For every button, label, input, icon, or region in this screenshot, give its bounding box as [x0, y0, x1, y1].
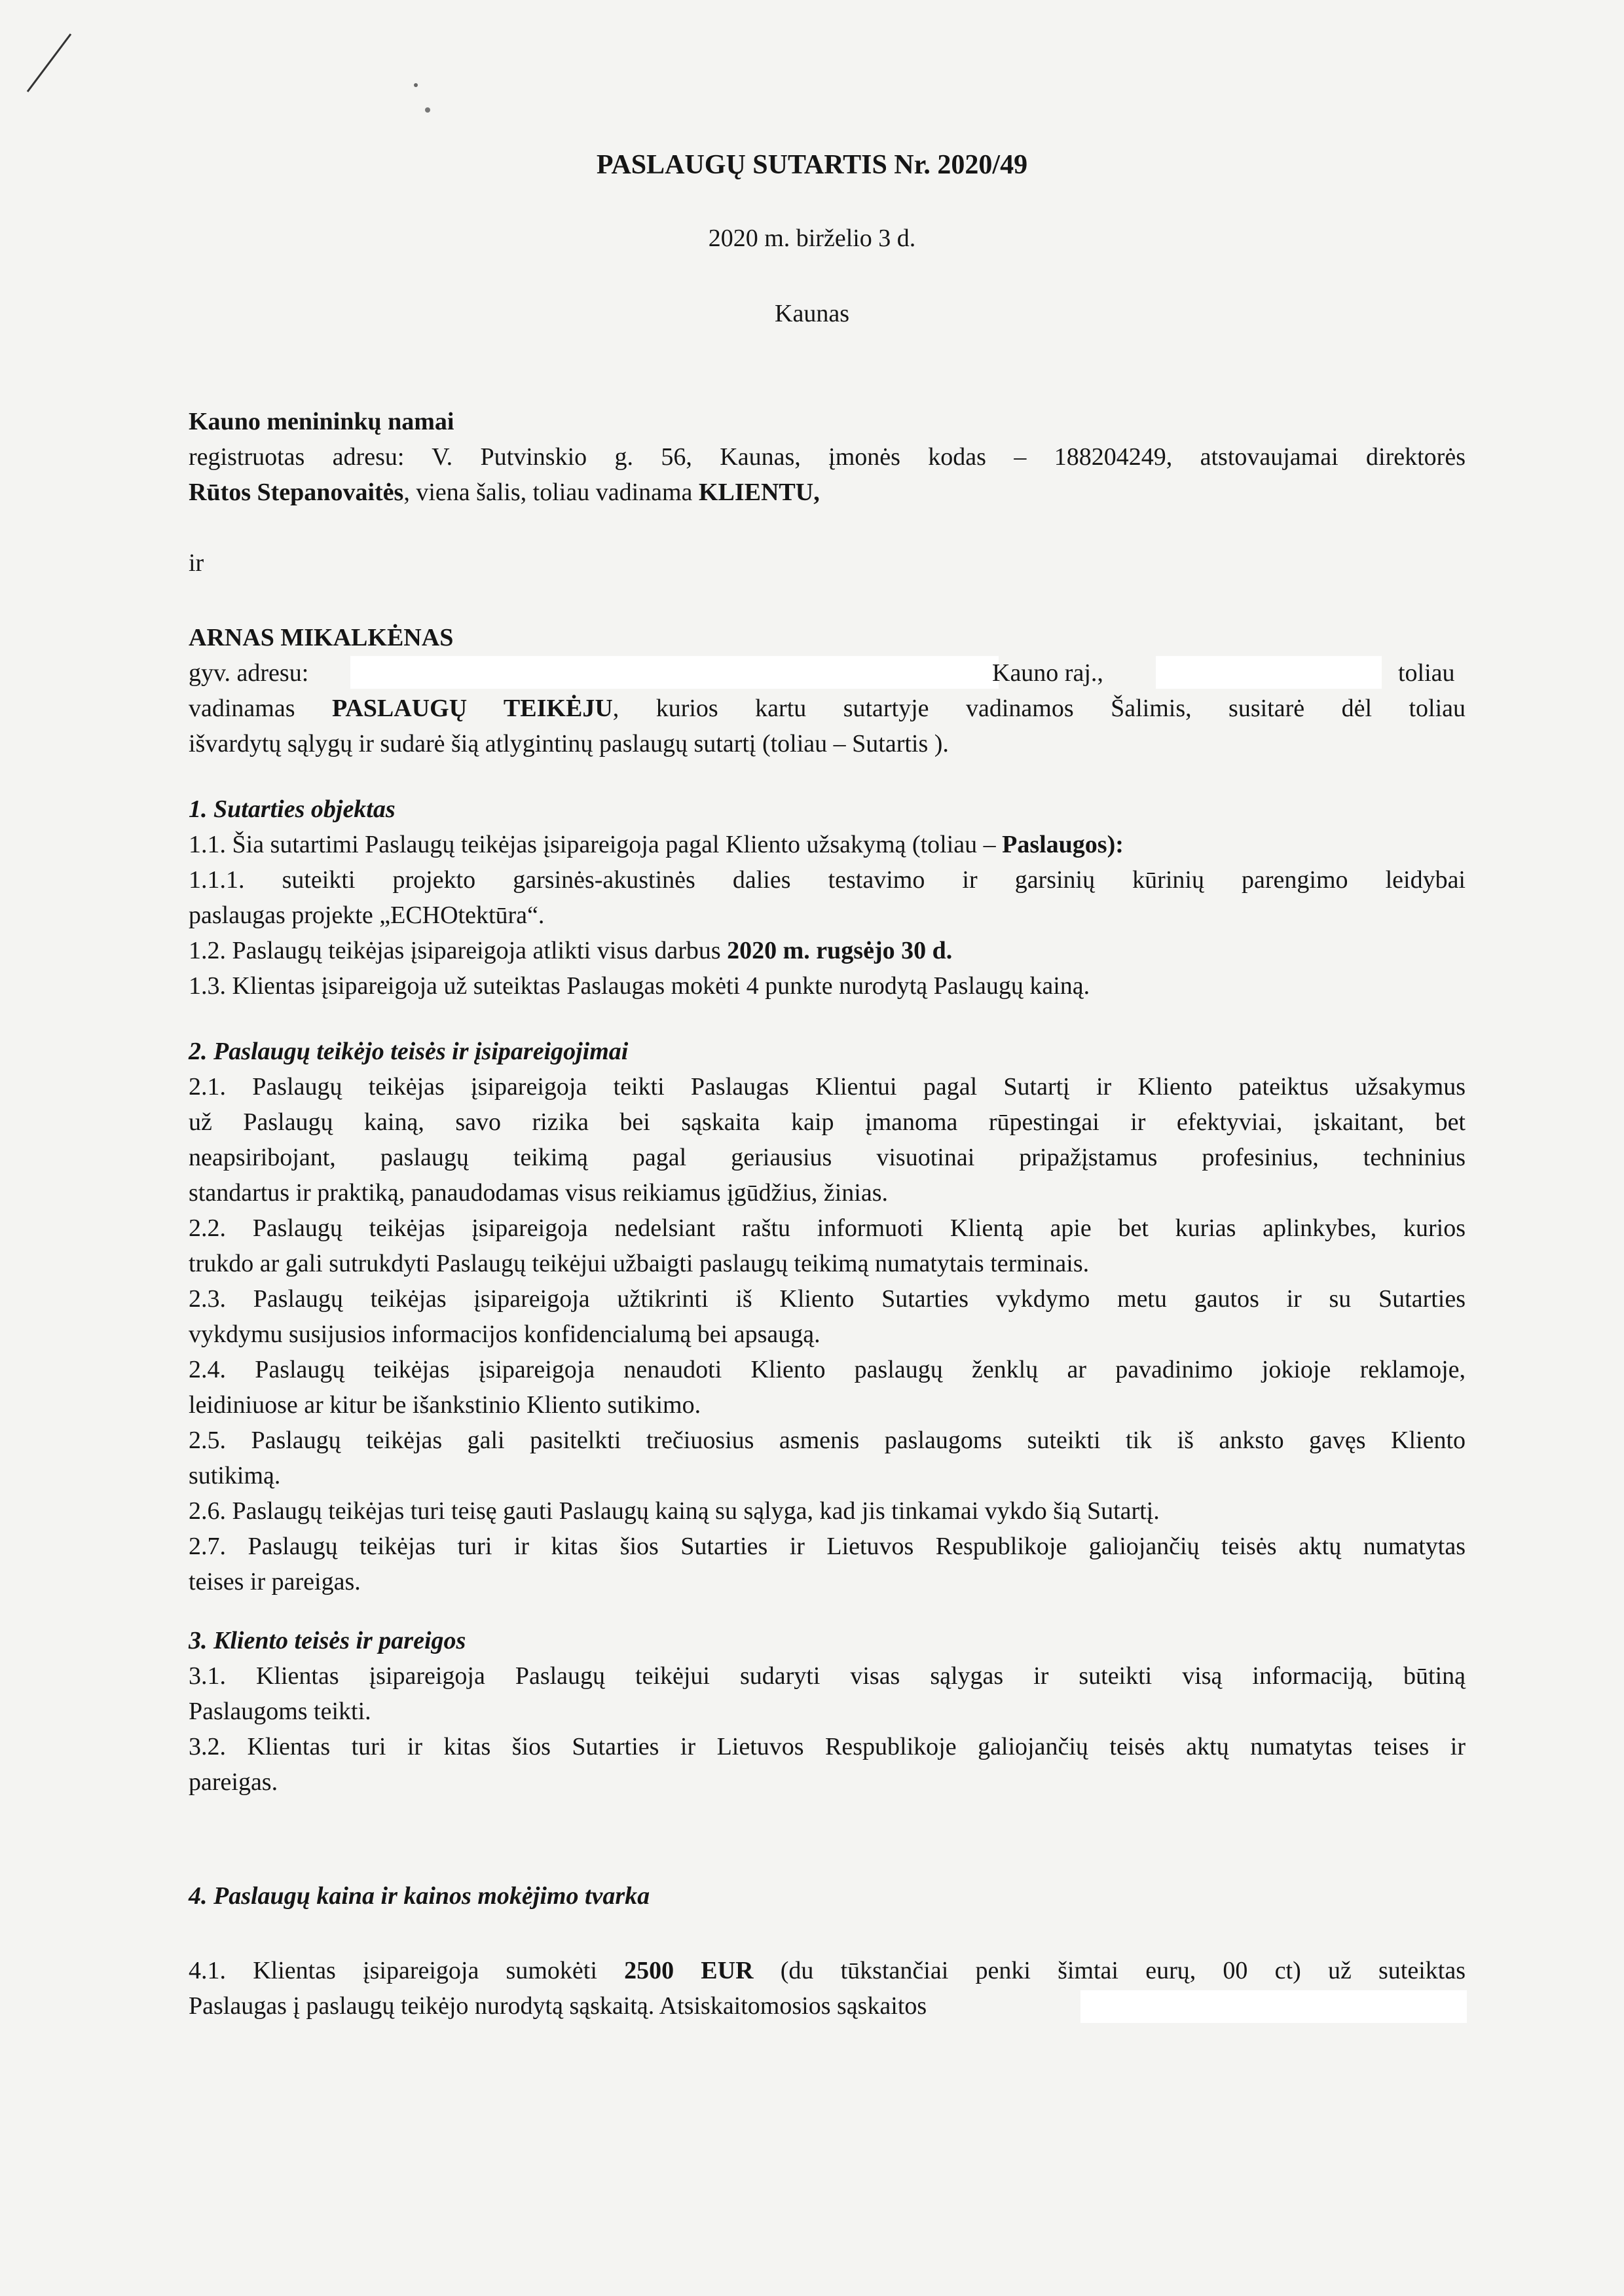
- client-name: Kauno menininkų namai: [189, 408, 454, 435]
- provider-agreement-line: išvardytų sąlygų ir sudarė šią atlygintinų paslaugų sutartį (toliau – Sutartis ).: [189, 730, 949, 757]
- clause-line: 2.6. Paslaugų teikėjas turi teisę gauti Paslaugų kainą su sąlyga, kad jis tinkamai vykdo šią Sutartį.: [189, 1497, 1160, 1525]
- clause-1-1-1: 1.1.1. suteikti projekto garsinės-akustinės dalies testavimo ir garsinių kūrinių parengimo leidybai: [189, 866, 1466, 894]
- client-party-text: , viena šalis, toliau vadinama: [403, 479, 699, 506]
- client-role: KLIENTU,: [698, 479, 820, 506]
- clause-1-2-text: 1.2. Paslaugų teikėjas įsipareigoja atlikti visus darbus: [189, 937, 728, 964]
- redaction-box: [1080, 1990, 1467, 2023]
- provider-role: PASLAUGŲ TEIKĖJU: [331, 695, 613, 722]
- clause-1-1-1-cont: paslaugas projekte „ECHOtektūra“.: [189, 902, 545, 929]
- section-3-heading: 3. Kliento teisės ir pareigos: [189, 1627, 466, 1654]
- redaction-box: [350, 656, 999, 689]
- section-4-heading: 4. Paslaugų kaina ir kainos mokėjimo tvarka: [189, 1882, 650, 1910]
- provider-name: ARNAS MIKALKĖNAS: [189, 624, 454, 651]
- clause-line: sutikimą.: [189, 1462, 281, 1489]
- redaction-box: [1156, 656, 1382, 689]
- clause-line: leidiniuose ar kitur be išankstinio Kliento sutikimo.: [189, 1391, 701, 1419]
- clause-line: neapsiribojant, paslaugų teikimą pagal geriausius visuotinai pripažįstamus profesinius, techninius: [189, 1144, 1466, 1171]
- clause-line: už Paslaugų kainą, savo rizika bei sąskaita kaip įmanoma rūpestingai ir efektyviai, įskaitant, bet: [189, 1108, 1466, 1136]
- document-date: 2020 m. birželio 3 d.: [708, 225, 916, 252]
- provider-address-city: Kauno raj.,: [992, 659, 1103, 687]
- pen-stroke-mark: [20, 26, 79, 98]
- section-2-heading: 2. Paslaugų teikėjo teisės ir įsipareigojimai: [189, 1038, 629, 1065]
- clause-line: standartus ir praktiką, panaudodamas visus reikiamus įgūdžius, žinias.: [189, 1179, 888, 1207]
- clause-line: 2.4. Paslaugų teikėjas įsipareigoja nenaudoti Kliento paslaugų ženklų ar pavadinimo jokioje reklamoje,: [189, 1356, 1466, 1383]
- clause-line: vykdymu susijusios informacijos konfidencialumą bei apsaugą.: [189, 1321, 821, 1348]
- clause-line: 3.1. Klientas įsipareigoja Paslaugų teikėjui sudaryti visas sąlygas ir suteikti visą informaciją, būtiną: [189, 1662, 1466, 1690]
- document-title: PASLAUGŲ SUTARTIS Nr. 2020/49: [596, 150, 1028, 180]
- document-city: Kaunas: [775, 300, 849, 327]
- provider-address-tail: toliau: [1398, 659, 1455, 687]
- client-representative-line: [189, 477, 820, 508]
- clause-4-1-text: 4.1. Klientas įsipareigoja sumokėti: [189, 1957, 625, 1984]
- clause-line: 2.2. Paslaugų teikėjas įsipareigoja nedelsiant raštu informuoti Klientą apie bet kurias aplinkybes, kurios: [189, 1214, 1466, 1242]
- clause-line: teises ir pareigas.: [189, 1568, 361, 1595]
- clause-line: 2.5. Paslaugų teikėjas gali pasitelkti trečiuosius asmenis paslaugoms suteikti tik iš anksto gavęs Kliento: [189, 1427, 1466, 1454]
- provider-parties-text: , kurios kartu sutartyje vadinamos Šalimis, susitarė dėl toliau: [612, 695, 1466, 722]
- clause-line: Paslaugoms teikti.: [189, 1698, 371, 1725]
- clause-4-1-amount: 2500 EUR: [624, 1957, 754, 1984]
- provider-role-prefix: vadinamas: [189, 695, 295, 722]
- client-representative-name: Rūtos Stepanovaitės: [189, 479, 404, 506]
- clause-line: 2.1. Paslaugų teikėjas įsipareigoja teikti Paslaugas Klientui pagal Sutartį ir Kliento pateiktus užsakymus: [189, 1073, 1466, 1101]
- clause-line: trukdo ar gali sutrukdyti Paslaugų teikėjui užbaigti paslaugų teikimą numatytais terminais.: [189, 1250, 1090, 1277]
- section-1-heading: 1. Sutarties objektas: [189, 795, 396, 823]
- clause-1-2-deadline: 2020 m. rugsėjo 30 d.: [727, 937, 953, 964]
- provider-address-label: gyv. adresu:: [189, 659, 309, 687]
- clause-line: 2.7. Paslaugų teikėjas turi ir kitas šios Sutarties ir Lietuvos Respublikoje galiojančių teisės aktų numatytas: [189, 1533, 1466, 1560]
- clause-1-2: [189, 935, 952, 966]
- clause-1-1-text: 1.1. Šia sutartimi Paslaugų teikėjas įsipareigoja pagal Kliento užsakymą (toliau –: [189, 831, 1003, 858]
- clause-line: 3.2. Klientas turi ir kitas šios Sutarties ir Lietuvos Respublikoje galiojančių teisės aktų numatytas teises ir: [189, 1733, 1466, 1760]
- clause-4-1-cont: Paslaugas į paslaugų teikėjo nurodytą sąskaitą. Atsiskaitomosios sąskaitos: [189, 1992, 927, 2020]
- clause-4-1: [189, 1955, 1466, 1986]
- clause-line: 2.3. Paslaugų teikėjas įsipareigoja užtikrinti iš Kliento Sutarties vykdymo metu gautos ir su Sutarties: [189, 1285, 1466, 1313]
- clause-line: pareigas.: [189, 1768, 278, 1796]
- clause-1-1: [189, 829, 1124, 860]
- clause-1-1-bold: Paslaugos):: [1002, 831, 1124, 858]
- provider-role-line: [189, 693, 1466, 724]
- party-connector: ir: [189, 549, 204, 577]
- clause-1-3: 1.3. Klientas įsipareigoja už suteiktas Paslaugas mokėti 4 punkte nurodytą Paslaugų kainą.: [189, 972, 1090, 1000]
- client-address-line: registruotas adresu: V. Putvinskio g. 56, Kaunas, įmonės kodas – 188204249, atstovaujamai direktorės: [189, 443, 1466, 471]
- clause-4-1-words: (du tūkstančiai penki šimtai eurų, 00 ct) už suteiktas: [753, 1957, 1466, 1984]
- ink-dot-mark: [403, 79, 442, 118]
